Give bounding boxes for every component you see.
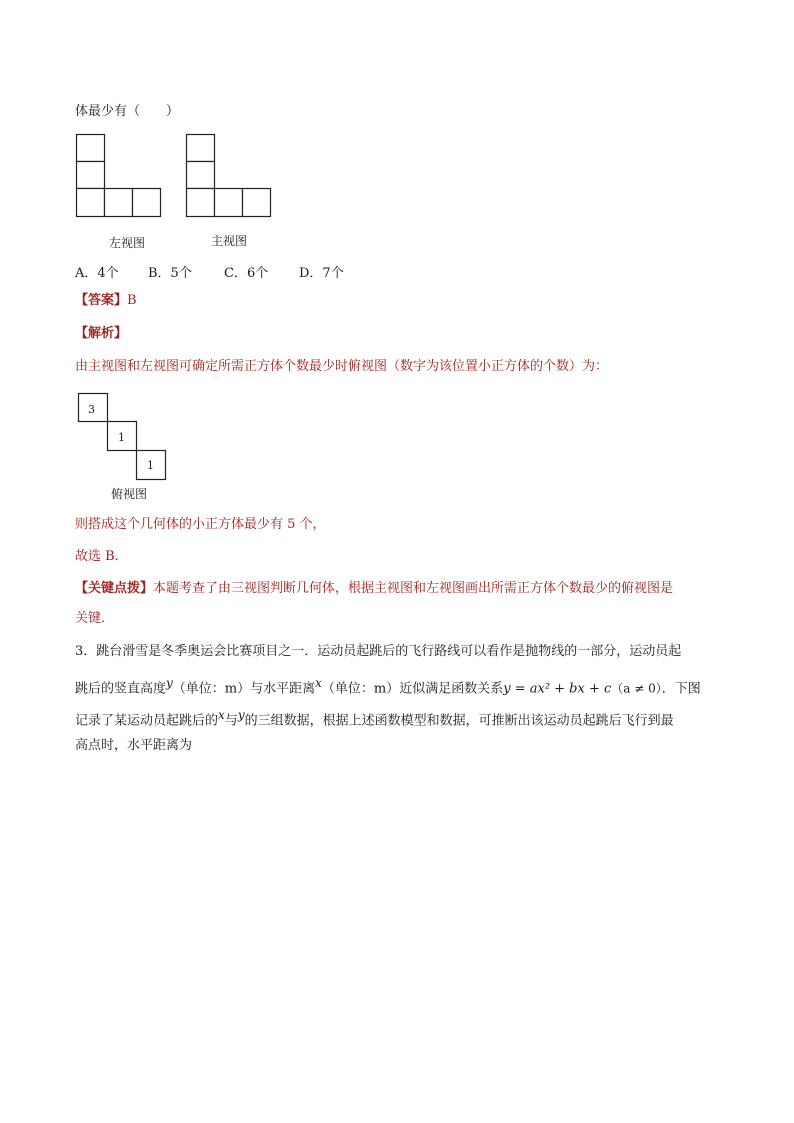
question3-line-2 [75,675,701,697]
q3-text-record: 记录了某运动员起跳后的 [75,713,219,729]
top-view-number-3: 1 [147,459,154,472]
question3-line-4: 高点时，水平距离为 [75,738,193,753]
question-tail: 体最少有（ ） [75,104,180,119]
top-view-number-2: 1 [118,431,125,444]
formula-condition: （a ≠ 0） [611,681,662,696]
var-x: x [315,676,322,690]
analysis-label: 【解析】 [75,326,128,341]
option-c: C．6个 [224,266,269,281]
analysis-line-2: 则搭成这个几何体的小正方体最少有 5 个， [75,517,326,532]
answer-value: B [127,293,137,308]
var-y: y [166,676,173,690]
top-view-label: 俯视图 [111,487,148,501]
key-point-label: 【关键点拨】 [75,581,154,596]
option-a: A．4个 [75,266,119,281]
top-view-number-1: 3 [88,403,95,416]
top-view-figure [78,393,173,483]
left-view-figure [76,134,166,224]
option-d: D．7个 [299,266,344,281]
question3-line-3 [75,707,674,729]
quadratic-formula: y = ax² + bx + c [503,681,612,697]
key-point-line-1 [75,581,673,597]
key-point-text-1: 本题考查了由三视图判断几何体，根据主视图和左视图画出所需正方体个数最少的俯视图是 [153,581,674,596]
var-x-2: x [218,708,225,722]
q3-text-below: ．下图 [661,681,701,697]
option-b: B．5个 [148,266,192,281]
question3-line-1: 3．跳台滑雪是冬季奥运会比赛项目之一．运动员起跳后的飞行路线可以看作是抛物线的一部分，运动员起 [75,644,682,659]
key-point-line-2: 关键． [75,611,115,626]
front-view-label: 主视图 [211,234,248,248]
q3-text-and: 与 [224,713,238,729]
front-view-figure [186,134,276,224]
analysis-line-1: 由主视图和左视图可确定所需正方体个数最少时俯视图（数字为该位置小正方体的个数）为： [75,359,609,374]
answer-line [75,293,137,309]
analysis-line-3: 故选 B． [75,549,128,564]
q3-text-height: 跳后的竖直高度 [75,681,167,697]
var-y-2: y [237,708,245,722]
left-view-label: 左视图 [109,236,146,250]
q3-text-relation: （单位：m）近似满足函数关系 [321,681,504,697]
q3-text-data: 的三组数据，根据上述函数模型和数据，可推断出该运动员起跳后飞行到最 [244,713,674,729]
answer-label: 【答案】 [75,293,128,308]
q3-text-distance: （单位：m）与水平距离 [172,681,316,697]
